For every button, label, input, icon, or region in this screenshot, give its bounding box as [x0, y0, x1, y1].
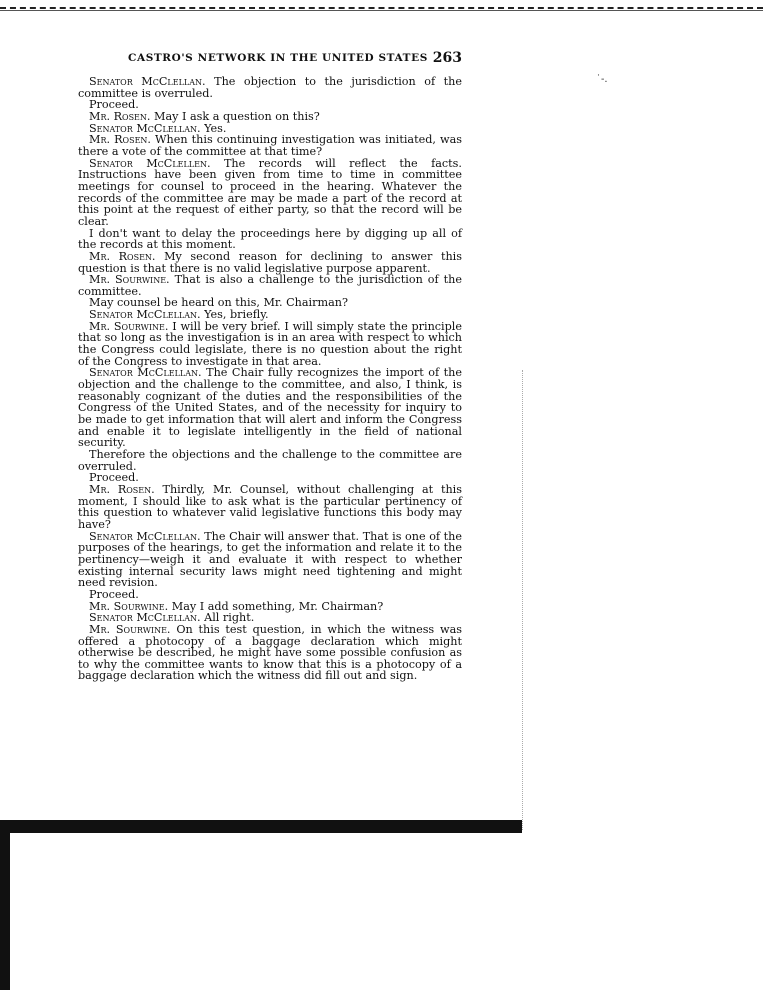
speaker-name: Senator McClellan.	[89, 121, 201, 135]
paragraph-text: The objection to the jurisdiction of the committee is overruled.	[78, 75, 462, 100]
scan-margin-marks	[522, 370, 523, 830]
paragraph-text: When this continuing investigation was initiated, was there a vote of the committee at that time?	[78, 133, 462, 158]
paragraph	[78, 624, 462, 682]
paragraph	[78, 484, 462, 531]
paragraph-text: May counsel be heard on this, Mr. Chairman?	[89, 296, 348, 310]
paragraph-text: Proceed.	[89, 471, 139, 485]
scan-top-edge-line	[0, 10, 763, 11]
stray-mark: ˙-.	[596, 74, 608, 85]
speaker-name: Senator McClellan.	[89, 75, 206, 88]
paragraph	[78, 274, 462, 297]
paragraph	[78, 228, 462, 251]
paragraph-text: The records will reflect the facts. Instructions have been given from time to time in committee meetings for counsel to proceed in the hearing. Whatever the records of the committee are may be made a part of the record at this point at the request of either party, so that the record will be clear.	[78, 156, 462, 228]
speaker-name: Senator McClellan.	[89, 529, 201, 543]
paragraph-text: Thirdly, Mr. Counsel, without challenging at this moment, I should like to ask what is the particular pertinency of this question to whatever valid legislative functions this body may have?	[78, 482, 462, 531]
speaker-name: Mr. Sourwine.	[89, 622, 171, 636]
speaker-name: Mr. Rosen.	[89, 133, 151, 147]
paragraph-text: Proceed.	[89, 587, 139, 601]
scan-top-edge	[0, 7, 763, 9]
paragraph	[78, 76, 462, 99]
speaker-name: Mr. Sourwine.	[89, 273, 170, 287]
paragraph-text: Yes.	[200, 121, 227, 135]
paragraph	[78, 251, 462, 274]
paragraph-text: May I add something, Mr. Chairman?	[168, 599, 384, 613]
speaker-name: Mr. Rosen.	[89, 109, 151, 123]
speaker-name: Senator McClellan.	[89, 611, 201, 625]
speaker-name: Mr. Rosen.	[89, 482, 155, 496]
paragraph-text: All right.	[200, 611, 255, 625]
paragraph-text: My second reason for declining to answer this question is that there is no valid legislative purpose apparent.	[78, 249, 462, 275]
paragraph-text: Therefore the objections and the challenge to the committee are overruled.	[78, 448, 462, 473]
paragraph-text: The Chair will answer that. That is one of the purposes of the hearings, to get the information and relate it to the pertinency—weigh it and evaluate it with respect to whether existing internal security laws might need tightening and might need revision.	[78, 529, 462, 590]
paragraph-text: Yes, briefly.	[200, 308, 269, 322]
paragraph-text: Proceed.	[89, 98, 139, 112]
page-number: 263	[432, 50, 462, 66]
scan-bottom-page	[10, 833, 525, 993]
paragraph-text: I will be very brief. I will simply state the principle that so long as the investigation is in an area with respect to which the Congress could legislate, there is no question about the right of the Congress to investigate in that area.	[78, 319, 462, 368]
running-head: CASTRO'S NETWORK IN THE UNITED STATES	[128, 52, 428, 64]
speaker-name: Senator McClellen.	[89, 156, 211, 170]
paragraph	[78, 449, 462, 472]
paragraph	[78, 367, 462, 449]
page-header	[128, 50, 462, 66]
speaker-name: Mr. Rosen.	[89, 249, 156, 263]
transcript-body	[78, 76, 462, 682]
paragraph-text: The Chair fully recognizes the import of the objection and the challenge to the committee, and also, I think, is reasonably cognizant of the duties and the responsibilities of the Congress of the United States, and of the necessity for inquiry to be made to get information that will alert and inform the Congress and enable it to legislate intelligently in the field of national security.	[78, 366, 462, 450]
paragraph	[78, 531, 462, 589]
paragraph-text: That is also a challenge to the jurisdiction of the committee.	[78, 273, 462, 298]
speaker-name: Senator McClellan.	[89, 366, 202, 380]
paragraph	[78, 321, 462, 368]
paragraph-text: On this test question, in which the witness was offered a photocopy of a baggage declaration which might otherwise be described, he might have some possible confusion as to why the committee wants to know that this is a photocopy of a baggage declaration which the witness did fill out and sign.	[78, 622, 463, 683]
speaker-name: Senator McClellan.	[89, 308, 201, 322]
paragraph	[78, 134, 462, 157]
paragraph	[78, 158, 462, 228]
paragraph-text: I don't want to delay the proceedings here by digging up all of the records at this moment.	[78, 226, 462, 252]
speaker-name: Mr. Sourwine.	[89, 319, 169, 333]
paragraph-text: May I ask a question on this?	[150, 109, 320, 123]
speaker-name: Mr. Sourwine.	[89, 599, 169, 613]
